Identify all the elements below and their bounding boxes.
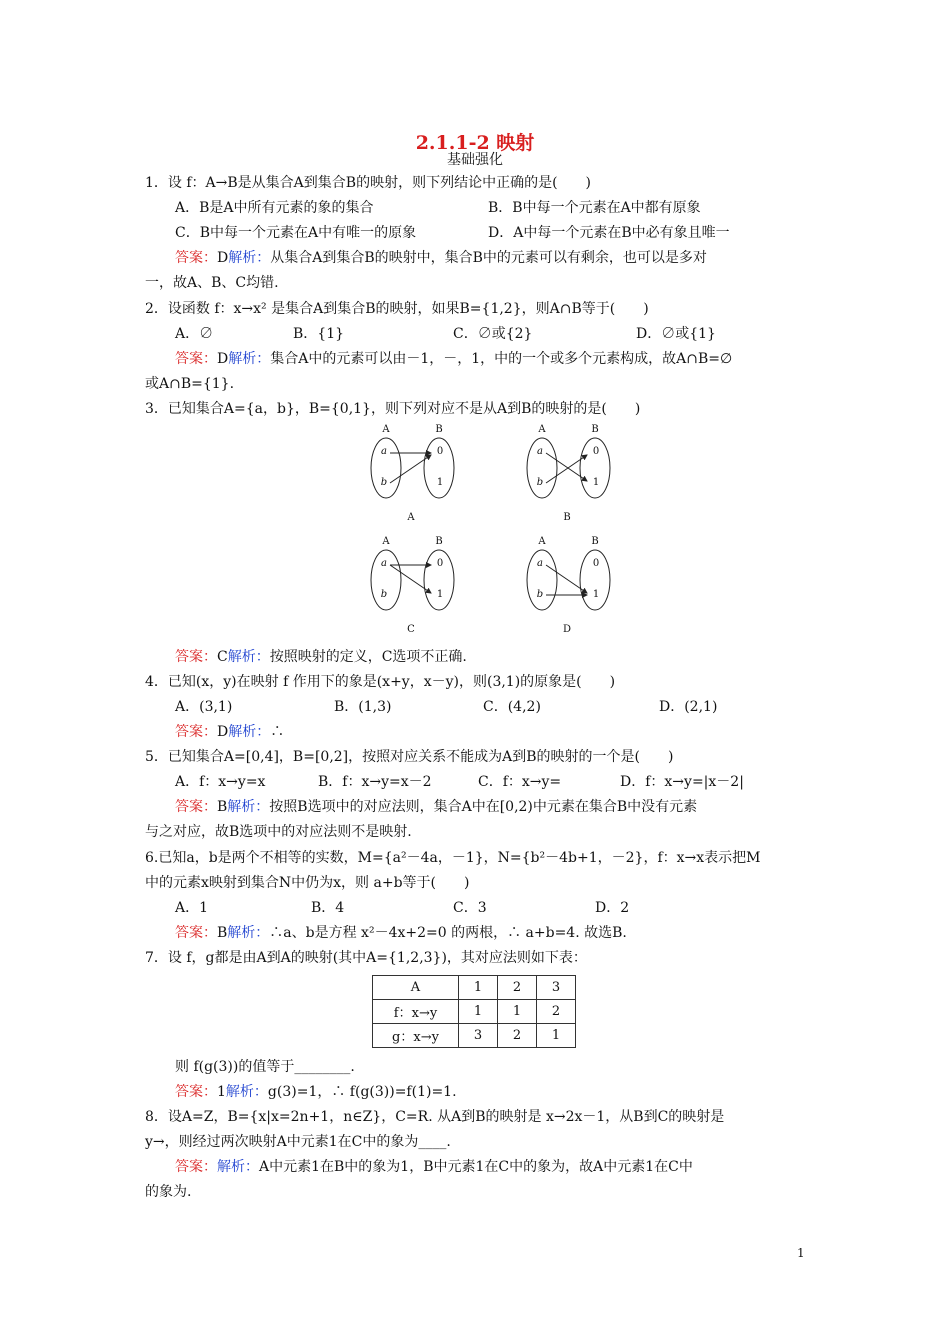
elem-b: b (536, 477, 544, 488)
answer-label: 答案： (175, 1084, 217, 1100)
elem-0: 0 (436, 446, 444, 457)
q4-option-d: D．(2,1) (659, 699, 718, 715)
q8-analysis: A中元素1在B中的象为1，B中元素1在C中的象为，故A中元素1在C中 (259, 1159, 693, 1175)
q3-answer-line (175, 648, 815, 666)
answer-label: 答案： (175, 724, 217, 740)
q1-option-a: A．B是A中所有元素的象的集合 (175, 200, 374, 216)
set-b-label: B (435, 424, 443, 435)
table-cell: 3 (537, 976, 576, 1000)
q1-option-d: D．A中每一个元素在B中必有象且唯一 (488, 225, 730, 241)
q8-stem: 8．设A=Z，B={x|x=2n+1，n∈Z}，C=R. 从A到B的映射是 x→2x－1，从B到C的映射是 (145, 1109, 725, 1125)
set-a-label: A (382, 424, 390, 435)
q8-stem-cont: y→，则经过两次映射A中元素1在C中的象为____. (145, 1134, 451, 1150)
q6-options (175, 899, 815, 917)
q6-answer: B (217, 925, 228, 941)
q1-analysis-cont: 一，故A、B、C均错. (145, 275, 279, 291)
analysis-label: 解析： (227, 799, 270, 815)
analysis-label: 解析： (227, 649, 270, 665)
set-b-label: B (435, 536, 443, 547)
q4-stem: 4．已知(x，y)在映射 f 作用下的象是(x+y，x－y)，则(3,1)的原象是( ) (145, 674, 616, 690)
table-cell: g：x→y (373, 1024, 459, 1048)
elem-0: 0 (436, 558, 444, 569)
table-cell: 1 (537, 1024, 576, 1048)
q7-stem: 7．设 f，g都是由A到A的映射(其中A={1,2,3})，其对应法则如下表： (145, 950, 587, 966)
table-cell: A (373, 976, 459, 1000)
q6-option-b: B．4 (311, 900, 345, 916)
q5-analysis-cont: 与之对应，故B选项中的对应法则不是映射. (145, 824, 412, 840)
table-row (373, 1024, 576, 1048)
q5-options (175, 773, 815, 791)
q1-answer-line (175, 249, 815, 267)
elem-1: 1 (436, 589, 444, 600)
q5-answer: B (217, 799, 228, 815)
table-cell: 2 (498, 1024, 537, 1048)
q1-option-c: C．B中每一个元素在A中有唯一的原象 (175, 225, 417, 241)
table-cell: 3 (459, 1024, 498, 1048)
q2-stem: 2．设函数 f：x→x² 是集合A到集合B的映射，如果B={1,2}，则A∩B等于( ) (145, 301, 649, 317)
q4-answer: D (217, 724, 229, 740)
table-cell: 2 (537, 1000, 576, 1024)
answer-label: 答案： (175, 250, 217, 266)
q2-options (175, 325, 815, 343)
q1-answer: D (217, 250, 229, 266)
analysis-label: 解析： (227, 925, 270, 941)
diagram-caption-b: B (563, 512, 571, 523)
table-cell: 1 (459, 976, 498, 1000)
answer-label: 答案： (175, 351, 217, 367)
q7-analysis: g(3)=1，∴ f(g(3))=f(1)=1. (267, 1084, 457, 1100)
q5-answer-line (175, 798, 815, 816)
q5-stem: 5．已知集合A=[0,4]，B=[0,2]，按照对应关系不能成为A到B的映射的一个是( ) (145, 749, 674, 765)
q6-analysis: ∴a、b是方程 x²－4x+2=0 的两根，∴ a+b=4. 故选B. (269, 925, 627, 941)
q6-option-c: C．3 (453, 900, 487, 916)
table-cell: f：x→y (373, 1000, 459, 1024)
q2-option-c: C．∅或{2} (453, 326, 533, 342)
table-cell: 2 (498, 976, 537, 1000)
q4-option-c: C．(4,2) (483, 699, 541, 715)
q2-answer-line (175, 350, 815, 368)
analysis-label: 解析： (217, 1159, 259, 1175)
elem-a: a (381, 558, 387, 569)
q5-option-a: A．f：x→y=x (175, 774, 266, 790)
table-row (373, 976, 576, 1000)
q3-diagram-d (520, 536, 620, 640)
diagram-caption-c: C (407, 624, 415, 635)
q8-analysis-cont: 的象为. (145, 1184, 192, 1200)
q4-options (175, 698, 815, 716)
q4-option-a: A．(3,1) (175, 699, 233, 715)
q7-mapping-table (372, 975, 576, 1048)
table-row (373, 1000, 576, 1024)
q1-option-b: B．B中每一个元素在A中都有原象 (488, 200, 701, 216)
q3-answer: C (217, 649, 228, 665)
table-cell: 1 (459, 1000, 498, 1024)
q3-stem: 3．已知集合A={a，b}，B={0,1}，则下列对应不是从A到B的映射的是( ) (145, 401, 641, 417)
elem-a: a (381, 446, 387, 457)
q5-analysis: 按照B选项中的对应法则，集合A中在[0,2)中元素在集合B中没有元素 (269, 799, 698, 815)
set-b-label: B (591, 536, 599, 547)
q8-answer-line (175, 1158, 815, 1176)
q1-options-row2 (175, 224, 815, 242)
set-a-label: A (538, 536, 546, 547)
page-title: 2.1.1-2 映射 (415, 132, 535, 154)
q6-answer-line (175, 924, 815, 942)
q2-option-d: D．∅或{1} (636, 326, 716, 342)
elem-1: 1 (592, 589, 600, 600)
q1-analysis: 从集合A到集合B的映射中，集合B中的元素可以有剩余，也可以是多对 (270, 250, 707, 266)
q1-options-row1 (175, 199, 815, 217)
elem-b: b (380, 589, 388, 600)
page-number: 1 (797, 1246, 805, 1260)
q2-analysis: 集合A中的元素可以由－1，－，1，中的一个或多个元素构成，故A∩B=∅ (270, 351, 733, 367)
elem-b: b (536, 589, 544, 600)
set-a-label: A (538, 424, 546, 435)
q4-option-b: B．(1,3) (334, 699, 392, 715)
q6-option-a: A．1 (175, 900, 209, 916)
q5-option-c: C．f：x→y= (478, 774, 562, 790)
elem-0: 0 (592, 446, 600, 457)
q5-option-d: D．f：x→y=|x－2| (620, 774, 744, 790)
analysis-label: 解析： (225, 1084, 268, 1100)
q1-stem: 1．设 f：A→B是从集合A到集合B的映射，则下列结论中正确的是( ) (145, 175, 591, 191)
elem-b: b (380, 477, 388, 488)
answer-label: 答案： (175, 925, 217, 941)
q3-diagram-c (364, 536, 464, 640)
q7-answer: 1 (217, 1084, 226, 1100)
diagram-caption-d: D (562, 624, 572, 635)
q2-answer: D (217, 351, 229, 367)
q4-answer-line (175, 723, 815, 741)
table-cell: 1 (498, 1000, 537, 1024)
elem-0: 0 (592, 558, 600, 569)
q2-analysis-cont: 或A∩B={1}. (145, 376, 235, 392)
set-b-label: B (591, 424, 599, 435)
elem-1: 1 (592, 477, 600, 488)
q3-diagram-a (364, 424, 464, 528)
q3-analysis: 按照映射的定义，C选项不正确. (269, 649, 467, 665)
q2-option-a: A．∅ (175, 326, 214, 342)
q7-question: 则 f(g(3))的值等于________. (175, 1059, 355, 1075)
q2-option-b: B．{1} (293, 326, 345, 342)
q5-option-b: B．f：x→y=x－2 (318, 774, 432, 790)
answer-label: 答案： (175, 799, 217, 815)
elem-a: a (537, 558, 543, 569)
diagram-caption-a: A (407, 512, 415, 523)
elem-1: 1 (436, 477, 444, 488)
q6-option-d: D．2 (595, 900, 630, 916)
q6-stem-cont: 中的元素x映射到集合N中仍为x，则 a+b等于( ) (145, 875, 470, 891)
section-subtitle: 基础强化 (447, 152, 503, 168)
answer-label: 答案： (175, 649, 217, 665)
analysis-label: 解析： (228, 250, 271, 266)
elem-a: a (537, 446, 543, 457)
q6-stem: 6.已知a，b是两个不相等的实数，M={a²－4a，－1}，N={b²－4b+1，－2}，f：x→x表示把M (145, 850, 761, 866)
q3-diagram-b (520, 424, 620, 528)
q4-analysis: ∴ (270, 724, 285, 740)
set-a-label: A (382, 536, 390, 547)
q7-answer-line (175, 1083, 815, 1101)
answer-label: 答案： (175, 1159, 217, 1175)
analysis-label: 解析： (228, 724, 271, 740)
analysis-label: 解析： (228, 351, 271, 367)
